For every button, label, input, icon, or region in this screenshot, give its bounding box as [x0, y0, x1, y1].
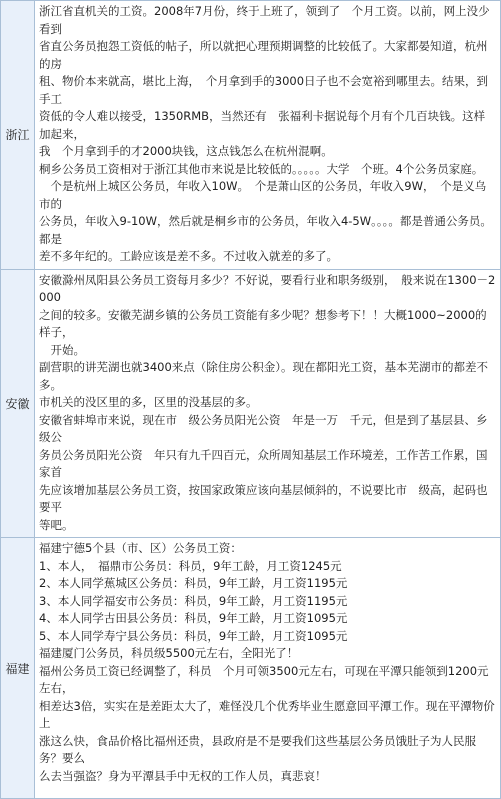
text-line: 之间的较多。安徽芜湖乡镇的公务员工资能有多少呢？想参考下！！大概1000~2000的样子，	[39, 307, 487, 339]
text-line: 务员公务员阳光公资 年只有九千四百元，众所周知基层工作环境差，工作苦工作累，国家首	[39, 447, 488, 479]
province-label: 安徽	[1, 269, 35, 538]
text-line: 3、本人同学福安市公务员：科员，9年工龄，月工资1195元	[39, 593, 348, 608]
text-line: 浙江省直机关的工资。2008年7月份，终于上班了，领到了 个月工资。以前，网上没少看到	[39, 4, 490, 36]
text-line: 2、本人同学蕉城区公务员：科员，9年工龄，月工资1195元	[39, 576, 348, 590]
content-zhejiang	[35, 1, 501, 270]
text-line: 副营职的讲芜湖也就3400来点（除住房公积金）。现在都阳光工资，基本芜湖市的都差不多。	[39, 360, 489, 392]
text-line: 我 个月拿到手的才2000块钱，这点钱怎么在杭州混啊。	[39, 144, 333, 158]
text-line: 福建宁德5个县（市、区）公务员工资：	[39, 541, 242, 555]
text-line: 涨这么快，食品价格比福州还贵，县政府是不是要我们这些基层公务员饿肚子为人民服务？要么	[39, 733, 476, 765]
text-line: 市机关的没区里的多，区里的没基层的多。	[39, 395, 258, 409]
text-line: 福建厦门公务员，科员级5500元左右，全阳光了！	[39, 646, 299, 660]
text-line: 福州公务员工资已经调整了，科员 个月可领3500元左右，可现在平潭只能领到1200元左右，	[39, 663, 489, 695]
text-line: 桐乡公务员工资相对于浙江其他市来说是比较低的。。。。。大学 个班。4个公务员家庭。	[39, 161, 484, 176]
text-line: 相差达3倍，实实在是差距太大了，难怪没几个优秀毕业生愿意回平潭工作。现在平潭物价上	[39, 698, 495, 730]
text-line: 等吧。	[39, 517, 74, 532]
row-fujian	[1, 538, 501, 799]
content-fujian	[35, 538, 501, 799]
text-line: 5、本人同学寿宁县公务员：科员，9年工龄，月工资1095元	[39, 628, 348, 643]
row-anhui	[1, 269, 501, 538]
text-line: 个是杭州上城区公务员，年收入10W。 个是萧山区的公务员，年收入9W， 个是义乌市的	[39, 179, 487, 211]
text-line: 4、本人同学古田县公务员：科员，9年工龄，月工资1095元	[39, 611, 348, 625]
text-line: 安徽滁州凤阳县公务员工资每月多少？不好说，要看行业和职务级别， 般来说在1300－2000	[39, 272, 496, 304]
text-line: 1、本人， 福鼎市公务员：科员，9年工龄，月工资1245元	[39, 558, 342, 573]
text-line: 开始。	[39, 342, 85, 357]
text-line: 么去当强盗？身为平潭县手中无权的工作人员，真悲哀！	[39, 768, 327, 783]
text-line: 省直公务员抱怨工资低的帖子，所以就把心理预期调整的比较低了。大家都晏知道，杭州的房	[39, 39, 488, 71]
content-anhui	[35, 269, 501, 538]
row-zhejiang	[1, 1, 501, 270]
text-line: 安徽省蚌埠市来说，现在市 级公务员阳光公资 年是一万 千元，但是到了基层县、乡 级公	[39, 412, 499, 444]
province-label: 福建	[1, 538, 35, 799]
text-line: 公务员，年收入9-10W，然后就是桐乡市的公务员，年收入4-5W。。。。都是普通公务员。都是	[39, 214, 492, 246]
text-line: 差不多年纪的。工龄应该是差不多。不过收入就差的多了。	[39, 249, 338, 263]
text-line: 租、物价本来就高，堪比上海， 个月拿到手的3000日子也不会宽裕到哪里去。结果，到手工	[39, 74, 489, 106]
province-label: 浙江	[1, 1, 35, 270]
text-line: 资低的令人难以接受，1350RMB，当然还有 张福利卡据说每个月有个几百块钱。这样加起来，	[39, 109, 486, 141]
text-line: 先应该增加基层公务员工资，按国家政策应该向基层倾斜的，不说要比市 级高，起码也要平	[39, 482, 488, 514]
